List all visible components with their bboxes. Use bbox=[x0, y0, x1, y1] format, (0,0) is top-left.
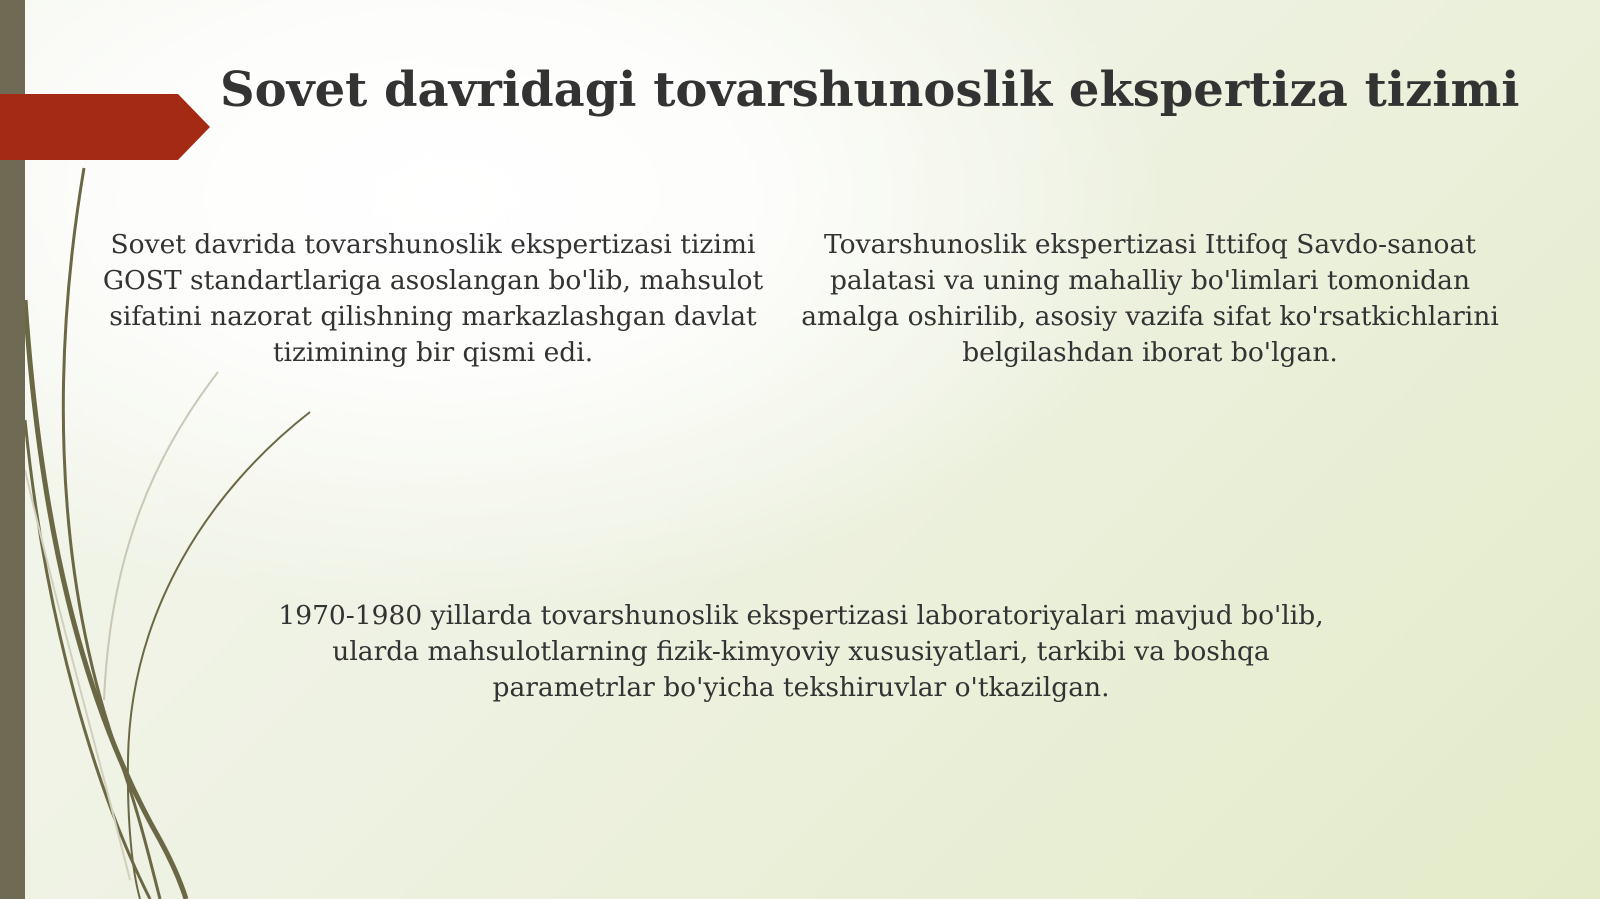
text-block-right: Tovarshunoslik ekspertizasi Ittifoq Savdo-sanoat palatasi va uning mahalliy bo'limlari tomonidan amalga oshirilib, asosiy vazifa sifat ko'rsatkichlarini belgilashdan iborat bo'lgan. bbox=[801, 229, 1499, 368]
text-block-bottom: 1970-1980 yillarda tovarshunoslik ekspertizasi laboratoriyalari mavjud bo'lib, ularda mahsulotlarning fizik-kimyoviy xususiyatlari, tarkibi va boshqa parametrlar bo'yicha tekshiruvlar o'tkazilgan. bbox=[278, 600, 1324, 703]
text-block-left: Sovet davrida tovarshunoslik ekspertizasi tizimi GOST standartlariga asoslangan bo'lib, mahsulot sifatini nazorat qilishning markazlashgan davlat tizimining bir qismi edi. bbox=[102, 229, 764, 368]
red-arrow-tab-icon bbox=[0, 94, 210, 160]
slide-title: Sovet davridagi tovarshunoslik ekspertiza tizimi bbox=[220, 62, 1520, 118]
